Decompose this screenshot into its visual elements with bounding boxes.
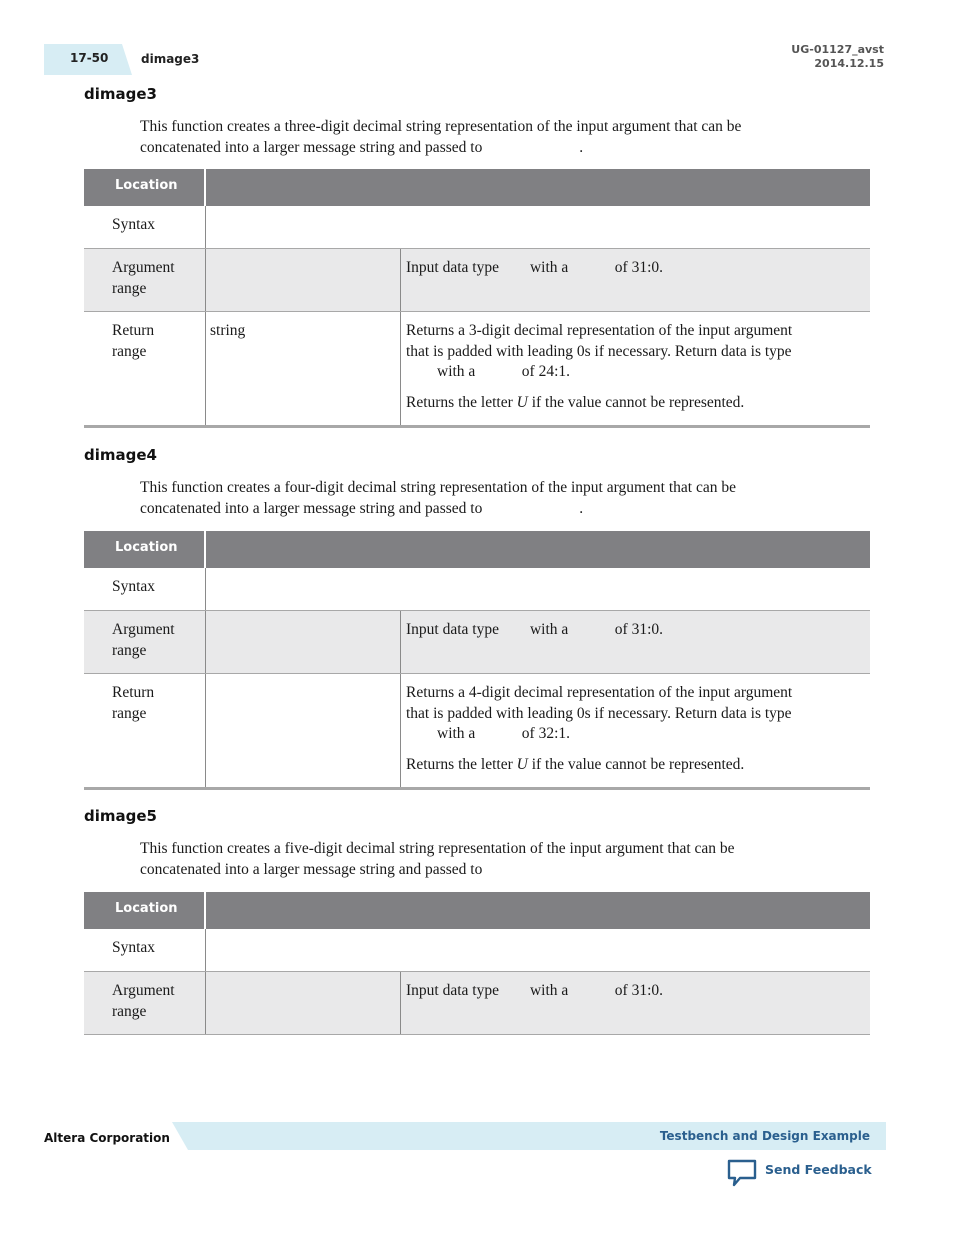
- return-type: string: [210, 322, 246, 339]
- syntax-label: Syntax: [112, 939, 156, 956]
- return-description: Returns a 4-digit decimal representation of the input argument that is padded with leading 0s if necessary. Return data is type with a of 32:1. Returns the letter U if the value cannot be represented.: [406, 683, 856, 775]
- section-title-dimage5: dimage5: [84, 807, 157, 825]
- return-note: Returns the letter U if the value cannot be represented.: [406, 755, 745, 773]
- argument-description: Input data type with a of 31:0.: [406, 259, 663, 276]
- return-description: Returns a 3-digit decimal representation of the input argument that is padded with leading 0s if necessary. Return data is type with a of 24:1. Returns the letter U if the value cannot be represented.: [406, 321, 856, 413]
- argument-description: Input data type with a of 31:0.: [406, 621, 663, 638]
- argument-description: Input data type with a of 31:0.: [406, 982, 663, 999]
- speech-bubble-icon[interactable]: [726, 1158, 758, 1188]
- section-title-dimage4: dimage4: [84, 446, 157, 464]
- description-line: This function creates a four-digit decimal string representation of the input argument that can be: [140, 479, 736, 496]
- syntax-label: Syntax: [112, 578, 156, 595]
- footer-company: Altera Corporation: [44, 1131, 170, 1145]
- table-row-return: [84, 312, 870, 428]
- argument-range-label: Argument range: [112, 982, 175, 1020]
- running-title: dimage3: [141, 52, 200, 66]
- return-range-label: Return range: [112, 684, 155, 722]
- description-line: This function creates a five-digit decimal string representation of the input argument that can be: [140, 840, 735, 857]
- section-description: [140, 477, 840, 519]
- table-row-syntax: [84, 206, 870, 249]
- table-row-argument: [84, 611, 870, 674]
- table-header-row: [84, 531, 870, 568]
- header-location-label: Location: [115, 540, 178, 555]
- return-range-label: Return range: [112, 322, 155, 360]
- argument-range-label: Argument range: [112, 259, 175, 297]
- send-feedback-link[interactable]: Send Feedback: [765, 1162, 872, 1177]
- footer-chapter-link[interactable]: Testbench and Design Example: [659, 1129, 870, 1143]
- table-header-row: [84, 892, 870, 929]
- description-line: concatenated into a larger message string and passed to: [140, 861, 483, 878]
- syntax-label: Syntax: [112, 216, 156, 233]
- section-description: [140, 838, 840, 880]
- argument-range-label: Argument range: [112, 621, 175, 659]
- description-line: This function creates a three-digit decimal string representation of the input argument that can be: [140, 118, 742, 135]
- header-location-label: Location: [115, 901, 178, 916]
- function-table-dimage4: [84, 531, 870, 791]
- doc-id: UG-01127_avst: [791, 43, 884, 56]
- table-row-argument: [84, 972, 870, 1035]
- function-table-dimage3: [84, 169, 870, 429]
- page-number: 17-50: [70, 51, 109, 65]
- table-row-syntax: [84, 929, 870, 972]
- table-row-return: [84, 674, 870, 790]
- doc-info: [791, 43, 884, 71]
- section-title-dimage3: dimage3: [84, 85, 157, 103]
- header-location-label: Location: [115, 178, 178, 193]
- section-description: [140, 116, 840, 158]
- doc-date: 2014.12.15: [814, 57, 884, 70]
- table-row-syntax: [84, 568, 870, 611]
- table-row-argument: [84, 249, 870, 312]
- description-line: concatenated into a larger message string and passed to .: [140, 139, 584, 156]
- table-header-row: [84, 169, 870, 206]
- return-note: Returns the letter U if the value cannot be represented.: [406, 393, 745, 411]
- function-table-dimage5: [84, 892, 870, 1035]
- description-line: concatenated into a larger message string and passed to .: [140, 500, 584, 517]
